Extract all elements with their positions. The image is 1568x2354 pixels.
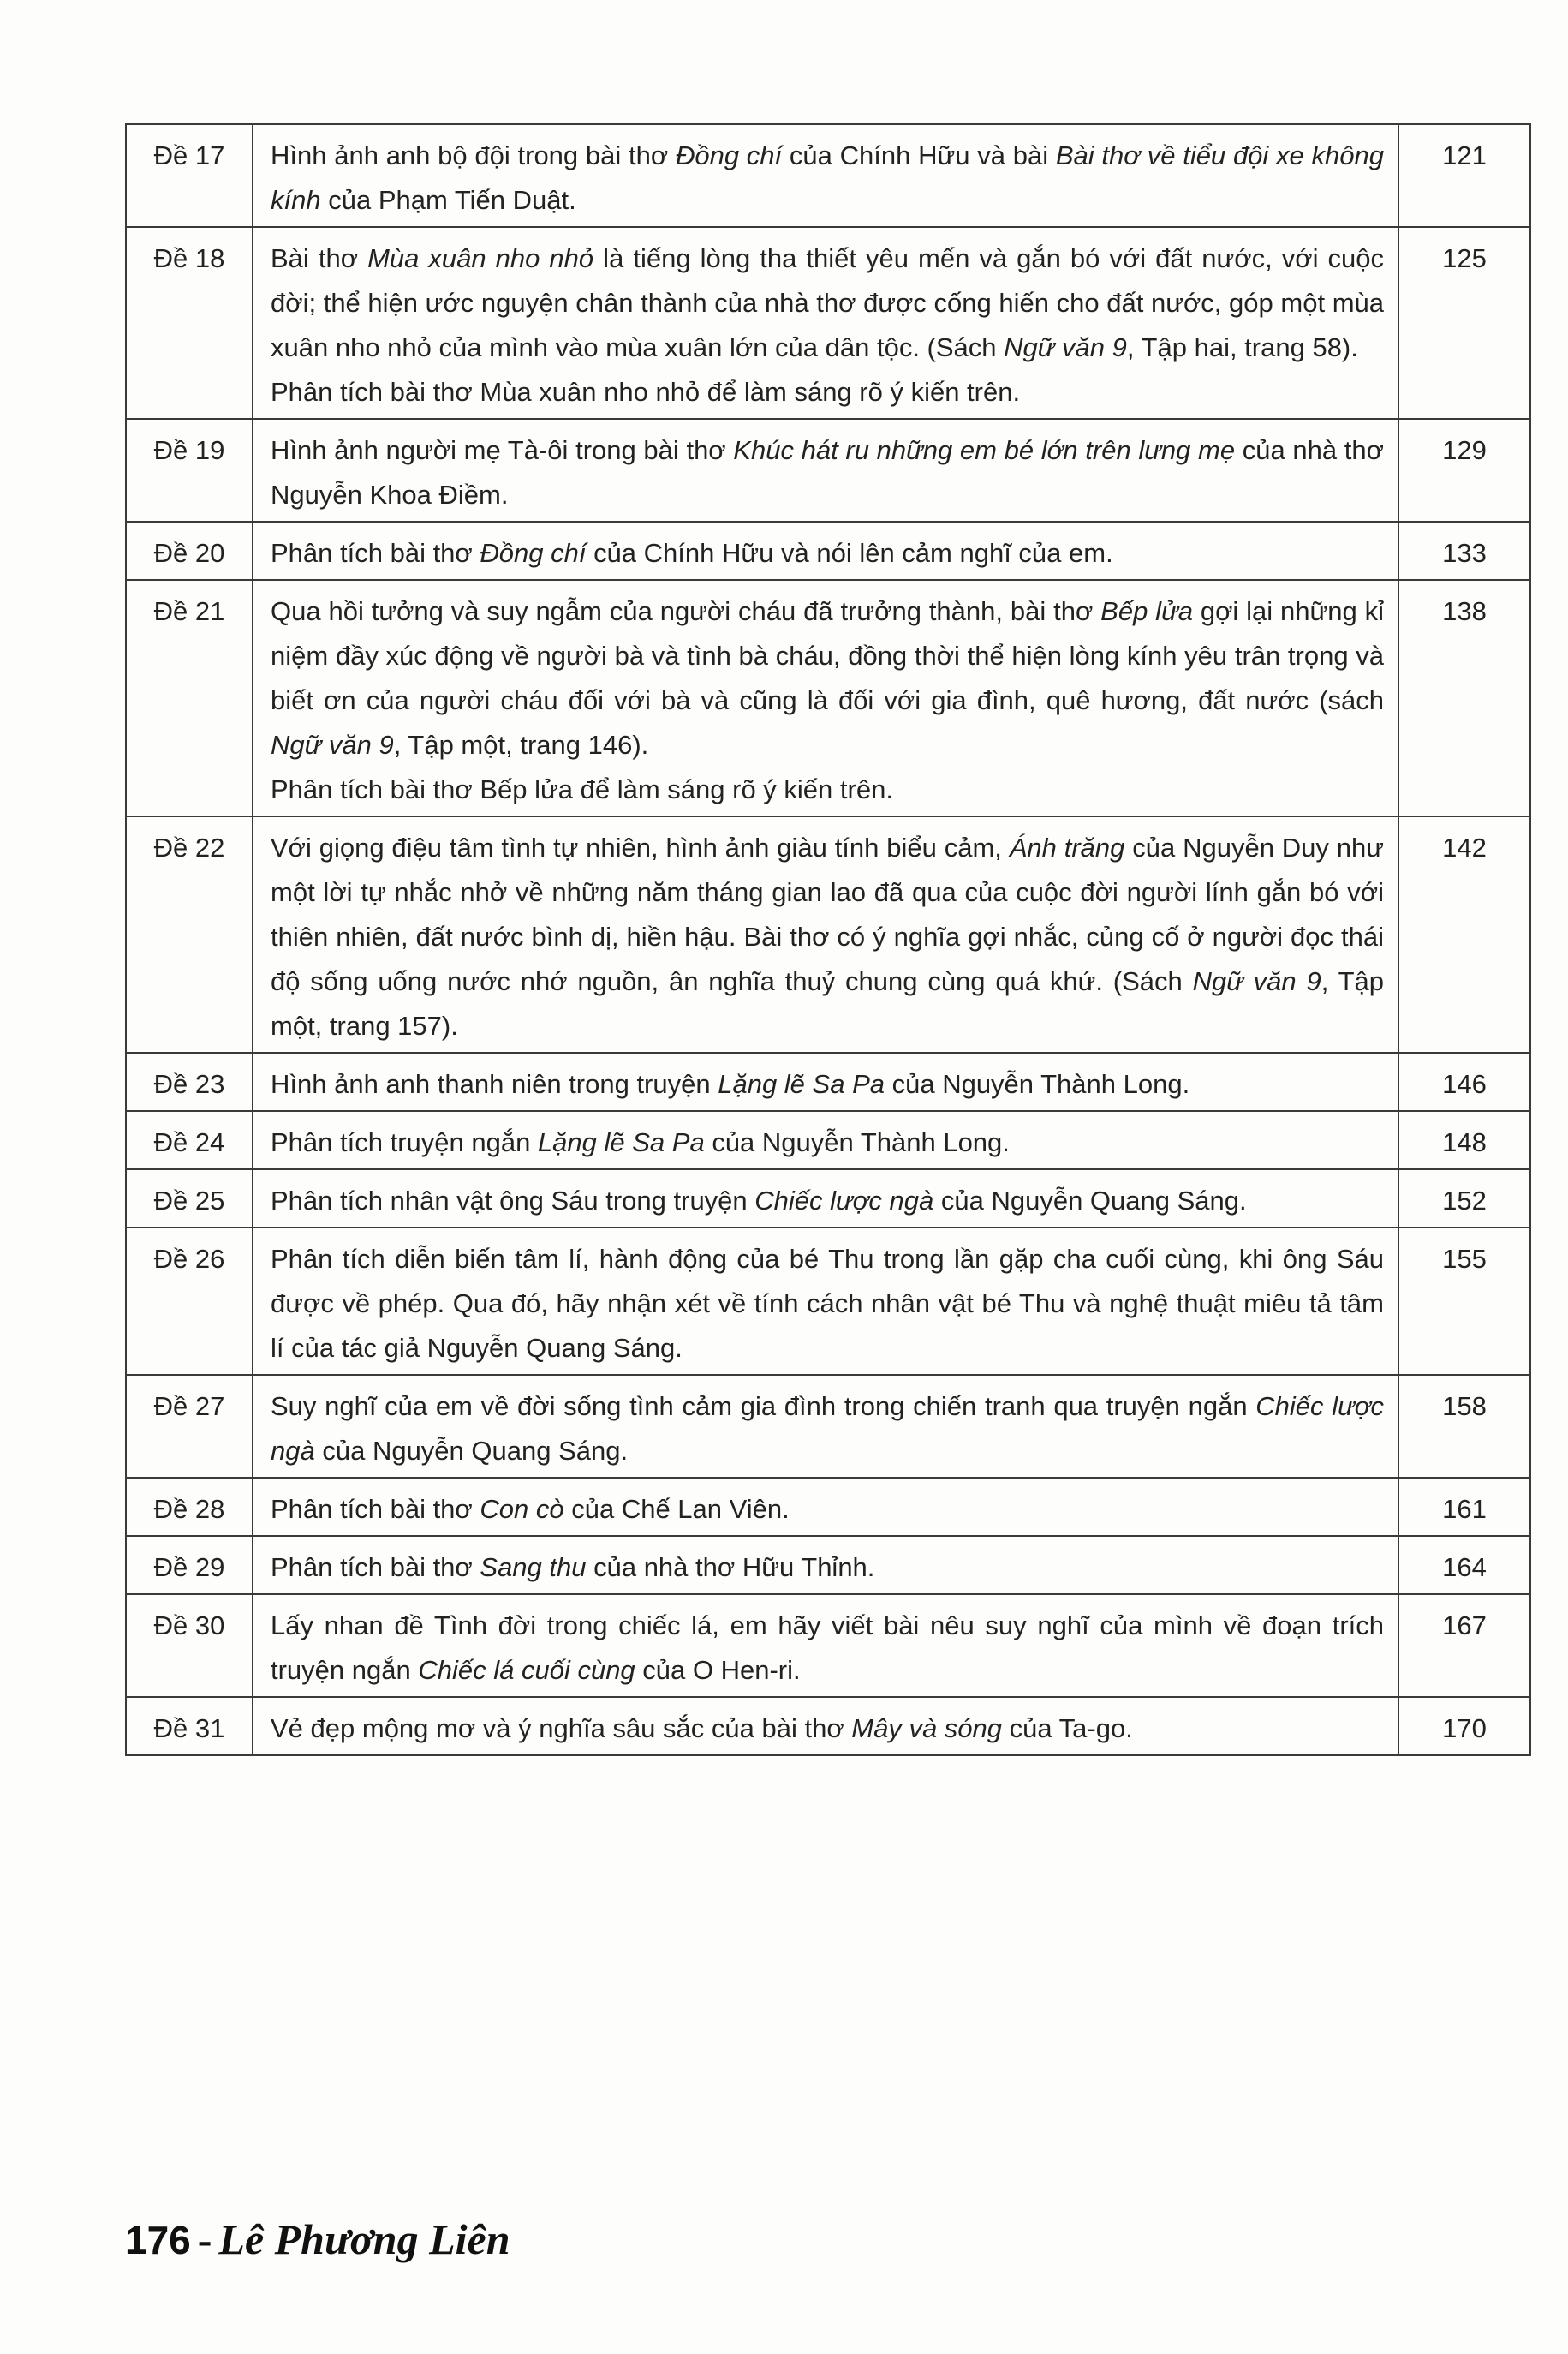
toc-row [126,522,1530,580]
description-text: Bài thơ [271,243,368,273]
work-title: Chiếc lược ngà [271,1391,1384,1466]
description-paragraph [271,768,1384,812]
exercise-description [253,1478,1398,1536]
exercise-description [253,580,1398,816]
description-text: của Ta-go. [1002,1713,1133,1743]
work-title: Sang thu [480,1552,587,1582]
exercise-number: Đề 25 [126,1169,253,1228]
description-text: , Tập một, trang 157). [271,966,1384,1041]
description-paragraph [271,1384,1384,1473]
description-text: Với giọng điệu tâm tình tự nhiên, hình ảnh giàu tính biểu cảm, [271,833,1010,863]
work-title: Ngữ văn 9 [1004,332,1127,362]
toc-row [126,1478,1530,1536]
exercise-number: Đề 26 [126,1228,253,1375]
exercise-description [253,1697,1398,1755]
toc-row [126,419,1530,522]
page-ref: 152 [1398,1169,1530,1228]
page-ref: 138 [1398,580,1530,816]
description-text: , Tập một, trang 146). [393,730,649,760]
description-paragraph [271,1545,1384,1590]
exercise-description [253,1228,1398,1375]
toc-row [126,124,1530,227]
description-paragraph [271,370,1384,415]
exercise-number: Đề 17 [126,124,253,227]
description-paragraph [271,1487,1384,1532]
page-footer [125,2214,510,2264]
work-title: Ánh trăng [1009,833,1125,863]
page-ref: 146 [1398,1053,1530,1111]
work-title: Bếp lửa [1100,596,1193,626]
exercise-description [253,1536,1398,1594]
description-text: Hình ảnh anh thanh niên trong truyện [271,1069,718,1099]
description-paragraph [271,1237,1384,1371]
exercise-description [253,227,1398,419]
work-title: Lặng lẽ Sa Pa [537,1127,705,1157]
toc-row [126,1594,1530,1697]
description-text: Hình ảnh người mẹ Tà-ôi trong bài thơ [271,435,734,465]
work-title: Đồng chí [480,538,587,568]
toc-row [126,1697,1530,1755]
description-text: Phân tích truyện ngắn [271,1127,538,1157]
exercise-description [253,124,1398,227]
exercise-description [253,1111,1398,1169]
description-paragraph [271,531,1384,576]
page-number: 176 [125,2218,191,2262]
work-title: Bài thơ về tiểu đội xe không kính [271,140,1385,215]
page-ref: 167 [1398,1594,1530,1697]
work-title: Khúc hát ru những em bé lớn trên lưng mẹ [733,435,1236,465]
toc-body [126,124,1530,1755]
description-text: Phân tích bài thơ [271,1552,480,1582]
exercise-number: Đề 18 [126,227,253,419]
toc-row [126,1536,1530,1594]
toc-row [126,1228,1530,1375]
description-paragraph [271,826,1384,1049]
description-paragraph [271,1179,1384,1223]
exercise-description [253,1375,1398,1478]
description-text: Phân tích bài thơ Mùa xuân nho nhỏ để làm sáng rõ ý kiến trên. [271,377,1021,407]
page-ref: 129 [1398,419,1530,522]
page-ref: 155 [1398,1228,1530,1375]
work-title: Ngữ văn 9 [271,730,394,760]
description-text: Phân tích diễn biến tâm lí, hành động của bé Thu trong lần gặp cha cuối cùng, khi ông Sáu được về phép. Qua đó, hãy nhận xét về tính cách nhân vật bé Thu và nghệ thuật miêu tả tâm lí của tác giả Nguyễn Quang Sáng. [271,1244,1384,1363]
description-paragraph [271,236,1384,370]
exercise-description [253,1594,1398,1697]
page-ref: 121 [1398,124,1530,227]
description-paragraph [271,1604,1384,1693]
exercise-number: Đề 30 [126,1594,253,1697]
exercise-number: Đề 27 [126,1375,253,1478]
exercise-number: Đề 21 [126,580,253,816]
description-paragraph [271,1120,1384,1165]
table-of-contents [125,123,1531,1756]
description-text: Phân tích bài thơ [271,538,480,568]
toc-row [126,580,1530,816]
work-title: Đồng chí [675,140,783,170]
toc-row [126,1111,1530,1169]
author-name: Lê Phương Liên [218,2215,510,2263]
page-ref: 148 [1398,1111,1530,1169]
page-ref: 164 [1398,1536,1530,1594]
description-paragraph [271,589,1384,768]
footer-separator: - [197,2215,212,2263]
description-text: của Nguyễn Thành Long. [704,1127,1010,1157]
description-text: của nhà thơ Hữu Thỉnh. [586,1552,875,1582]
description-text: Lấy nhan đề Tình đời trong chiếc lá, em hãy viết bài nêu suy nghĩ của mình về đoạn trích truyện ngắn [271,1610,1384,1685]
exercise-number: Đề 24 [126,1111,253,1169]
description-text: Qua hồi tưởng và suy ngẫm của người cháu đã trưởng thành, bài thơ [271,596,1101,626]
description-text: Vẻ đẹp mộng mơ và ý nghĩa sâu sắc của bài thơ [271,1713,852,1743]
work-title: Mây và sóng [851,1713,1003,1743]
toc-row [126,816,1530,1053]
exercise-number: Đề 28 [126,1478,253,1536]
exercise-description [253,522,1398,580]
description-paragraph [271,428,1384,517]
work-title: Con cò [480,1494,564,1524]
exercise-description [253,419,1398,522]
toc-row [126,1169,1530,1228]
description-text: Phân tích nhân vật ông Sáu trong truyện [271,1186,755,1216]
page-ref: 142 [1398,816,1530,1053]
exercise-number: Đề 29 [126,1536,253,1594]
exercise-description [253,816,1398,1053]
exercise-description [253,1053,1398,1111]
description-text: , Tập hai, trang 58). [1126,332,1358,362]
page-ref: 161 [1398,1478,1530,1536]
description-text: của Chế Lan Viên. [563,1494,790,1524]
work-title: Mùa xuân nho nhỏ [367,243,594,273]
description-text: của Nguyễn Thành Long. [884,1069,1190,1099]
work-title: Ngữ văn 9 [1192,966,1321,996]
description-paragraph [271,1062,1384,1107]
exercise-number: Đề 19 [126,419,253,522]
description-text: của nhà thơ Nguyễn Khoa Điềm. [271,435,1384,510]
page-ref: 170 [1398,1697,1530,1755]
description-text: là tiếng lòng tha thiết yêu mến và gắn bó với đất nước, với cuộc đời; thể hiện ước nguyện chân thành của nhà thơ được cống hiến cho đất nước, góp một mùa xuân nho nhỏ của mình vào mùa xuân lớn của dân tộc. (Sách [271,243,1384,362]
exercise-number: Đề 22 [126,816,253,1053]
description-text: của Nguyễn Duy như một lời tự nhắc nhở về những năm tháng gian lao đã qua của cuộc đời người lính gắn bó với thiên nhiên, đất nước bình dị, hiền hậu. Bài thơ có ý nghĩa gợi nhắc, củng cố ở người đọc thái độ sống uống nước nhớ nguồn, ân nghĩa thuỷ chung cùng quá khứ. (Sách [271,833,1384,996]
exercise-number: Đề 31 [126,1697,253,1755]
description-text: của Chính Hữu và nói lên cảm nghĩ của em. [586,538,1113,568]
page-ref: 125 [1398,227,1530,419]
description-text: Phân tích bài thơ Bếp lửa để làm sáng rõ ý kiến trên. [271,774,893,804]
toc-row [126,227,1530,419]
work-title: Lặng lẽ Sa Pa [718,1069,885,1099]
page-ref: 133 [1398,522,1530,580]
toc-row [126,1053,1530,1111]
description-text: Hình ảnh anh bộ đội trong bài thơ [271,140,676,170]
toc-row [126,1375,1530,1478]
description-text: gợi lại những kỉ niệm đầy xúc động về người bà và tình bà cháu, đồng thời thể hiện lòng kính yêu trân trọng và biết ơn của người cháu đối với bà và cũng là đối với gia đình, quê hương, đất nước (sách [271,596,1385,715]
description-text: của Chính Hữu và bài [782,140,1056,170]
description-paragraph [271,134,1384,223]
exercise-number: Đề 20 [126,522,253,580]
page-ref: 158 [1398,1375,1530,1478]
description-text: của Nguyễn Quang Sáng. [933,1186,1247,1216]
description-text: của Nguyễn Quang Sáng. [314,1436,629,1466]
work-title: Chiếc lược ngà [754,1186,934,1216]
description-text: Suy nghĩ của em về đời sống tình cảm gia đình trong chiến tranh qua truyện ngắn [271,1391,1256,1421]
exercise-description [253,1169,1398,1228]
description-text: của O Hen-ri. [635,1655,801,1685]
description-text: của Phạm Tiến Duật. [320,185,576,215]
description-paragraph [271,1706,1384,1751]
work-title: Chiếc lá cuối cùng [418,1655,635,1685]
exercise-number: Đề 23 [126,1053,253,1111]
description-text: Phân tích bài thơ [271,1494,480,1524]
